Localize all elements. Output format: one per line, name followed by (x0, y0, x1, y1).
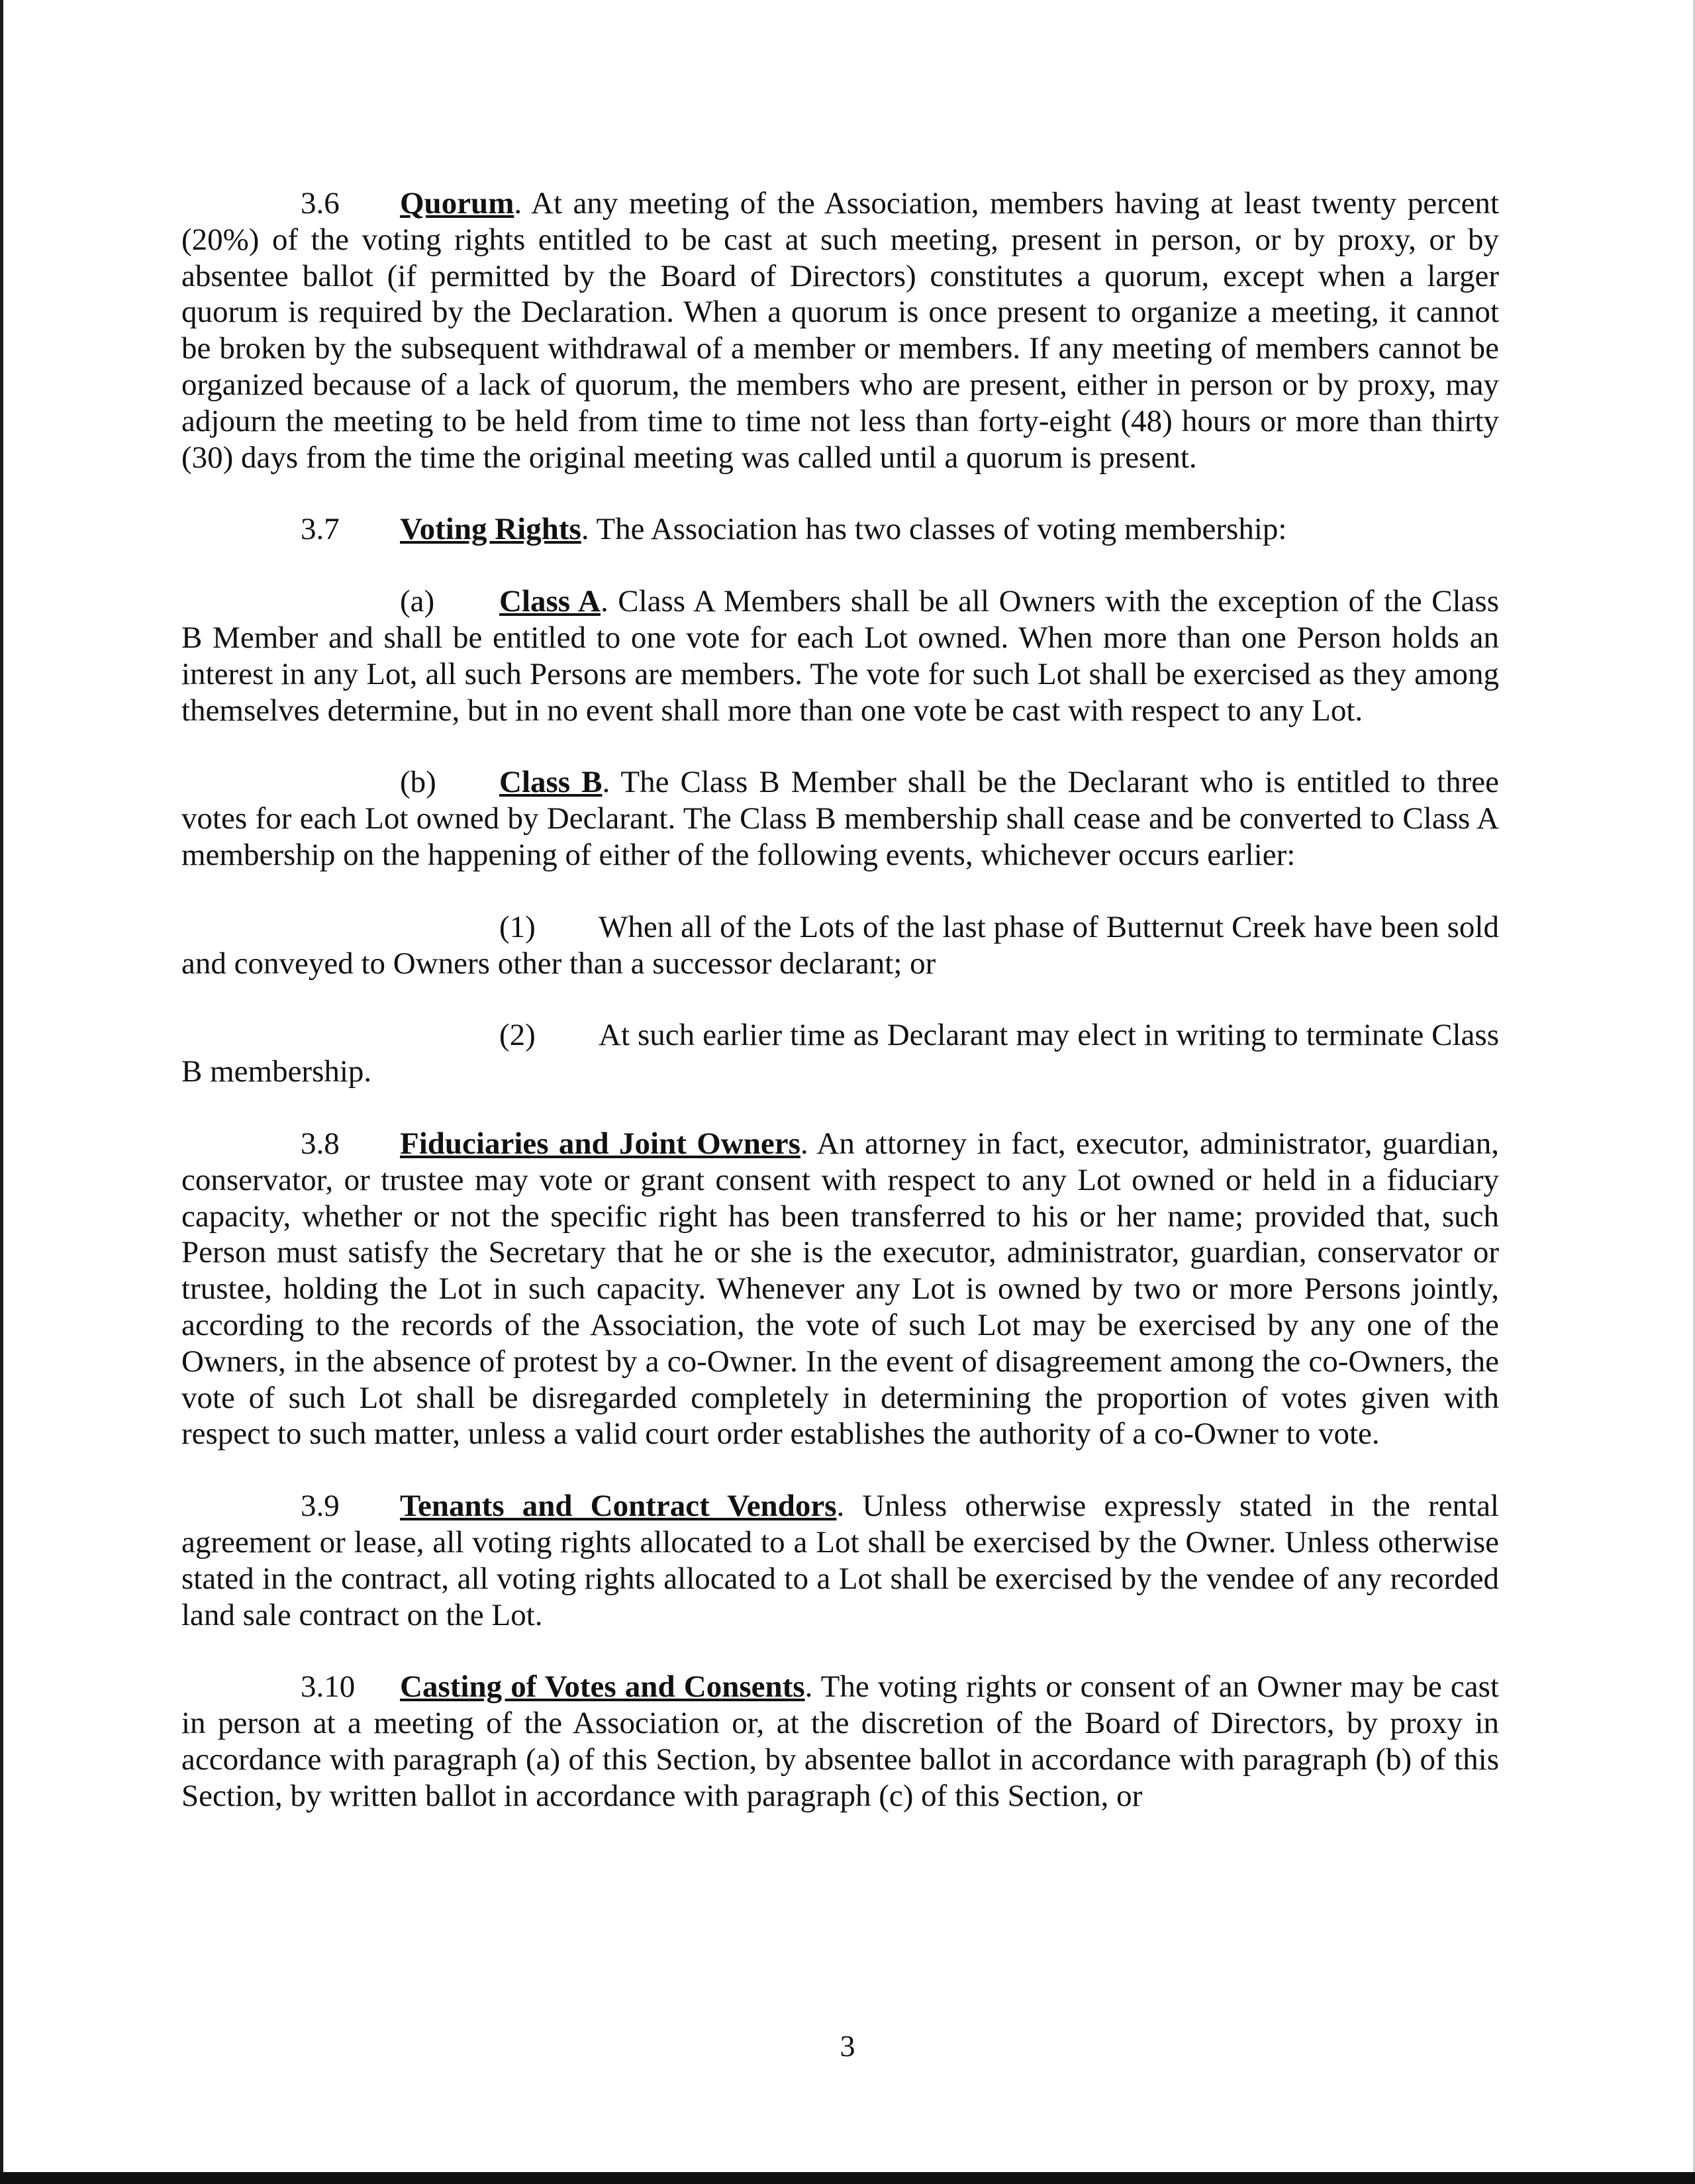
section-number: 3.6 (301, 186, 340, 221)
section-number: 3.8 (301, 1126, 340, 1161)
section-number: 3.10 (301, 1669, 356, 1705)
section-3-6 (181, 185, 1499, 475)
item-label: (1) (499, 909, 536, 944)
section-number: 3.7 (301, 512, 340, 547)
item-body: When all of the Lots of the last phase of Butternut Creek have been sold and conveyed to Owners other than a successor declarant; or (181, 909, 1499, 981)
section-body: . At any meeting of the Association, members having at least twenty percent (20%) of the voting rights entitled to be cast at such meeting, present in person, or by proxy, or by absentee ballot (if permitted by the Board of Directors) constitutes a quorum, except when a larger quorum is required by the Declaration. When a quorum is once present to organize a meeting, it cannot be broken by the subsequent withdrawal of a member or members. If any meeting of members cannot be organized because of a lack of quorum, the members who are present, either in person or by proxy, may adjourn the meeting to be held from time to time not less than forty-eight (48) hours or more than thirty (30) days from the time the original meeting was called until a quorum is present. (181, 186, 1499, 475)
document-page (181, 185, 1499, 1814)
subsection-3-7-b (181, 764, 1499, 873)
item-3-7-b-2 (181, 1017, 1499, 1090)
scan-bottom-edge (0, 2172, 1695, 2184)
section-3-7 (181, 511, 1499, 548)
subsection-body: . The Class B Member shall be the Declarant who is entitled to three votes for each Lot owned by Declarant. The Class B membership shall cease and be converted to Class A membership on the happening of either of the following events, whichever occurs earlier: (181, 765, 1499, 872)
page-number: 3 (840, 2029, 855, 2063)
section-heading: Quorum (400, 186, 514, 221)
section-body: . The Association has two classes of voting membership: (581, 512, 1287, 547)
item-3-7-b-1 (181, 909, 1499, 982)
section-body: . An attorney in fact, executor, administrator, guardian, conservator, or trustee may vote or grant consent with respect to any Lot owned or held in a fiduciary capacity, whether or not the specific right has been transferred to his or her name; provided that, such Person must satisfy the Secretary that he or she is the executor, administrator, guardian, conservator or trustee, holding the Lot in such capacity. Whenever any Lot is owned by two or more Persons jointly, according to the records of the Association, the vote of such Lot may be exercised by any one of the Owners, in the absence of protest by a co-Owner. In the event of disagreement among the co-Owners, the vote of such Lot shall be disregarded completely in determining the proportion of votes given with respect to such matter, unless a valid court order establishes the authority of a co-Owner to vote. (181, 1126, 1499, 1452)
section-heading: Casting of Votes and Consents (400, 1669, 805, 1705)
section-heading: Tenants and Contract Vendors (400, 1489, 837, 1524)
subsection-3-7-a (181, 583, 1499, 728)
scan-left-edge (0, 0, 3, 2184)
section-body: . The voting rights or consent of an Owner may be cast in person at a meeting of the Association or, at the discretion of the Board of Directors, by proxy in accordance with paragraph (a) of this Section, by absentee ballot in accordance with paragraph (b) of this Section, by written ballot in accordance with paragraph (c) of this Section, or (181, 1669, 1499, 1813)
section-number: 3.9 (301, 1489, 340, 1524)
section-3-8 (181, 1126, 1499, 1452)
subsection-label: (a) (400, 584, 435, 619)
subsection-label: (b) (400, 765, 436, 800)
item-body: At such earlier time as Declarant may elect in writing to terminate Class B membership. (181, 1018, 1499, 1089)
subsection-heading: Class A (499, 584, 601, 619)
item-label: (2) (499, 1018, 536, 1053)
section-body: . Unless otherwise expressly stated in the rental agreement or lease, all voting rights allocated to a Lot shall be exercised by the Owner. Unless otherwise stated in the contract, all voting rights allocated to a Lot shall be exercised by the vendee of any recorded land sale contract on the Lot. (181, 1489, 1499, 1632)
subsection-heading: Class B (499, 765, 603, 800)
section-heading: Fiduciaries and Joint Owners (400, 1126, 800, 1161)
section-3-9 (181, 1488, 1499, 1633)
subsection-body: . Class A Members shall be all Owners with the exception of the Class B Member and shall be entitled to one vote for each Lot owned. When more than one Person holds an interest in any Lot, all such Persons are members. The vote for such Lot shall be exercised as they among themselves determine, but in no event shall more than one vote be cast with respect to any Lot. (181, 584, 1499, 728)
section-heading: Voting Rights (400, 512, 581, 547)
section-3-10 (181, 1669, 1499, 1814)
